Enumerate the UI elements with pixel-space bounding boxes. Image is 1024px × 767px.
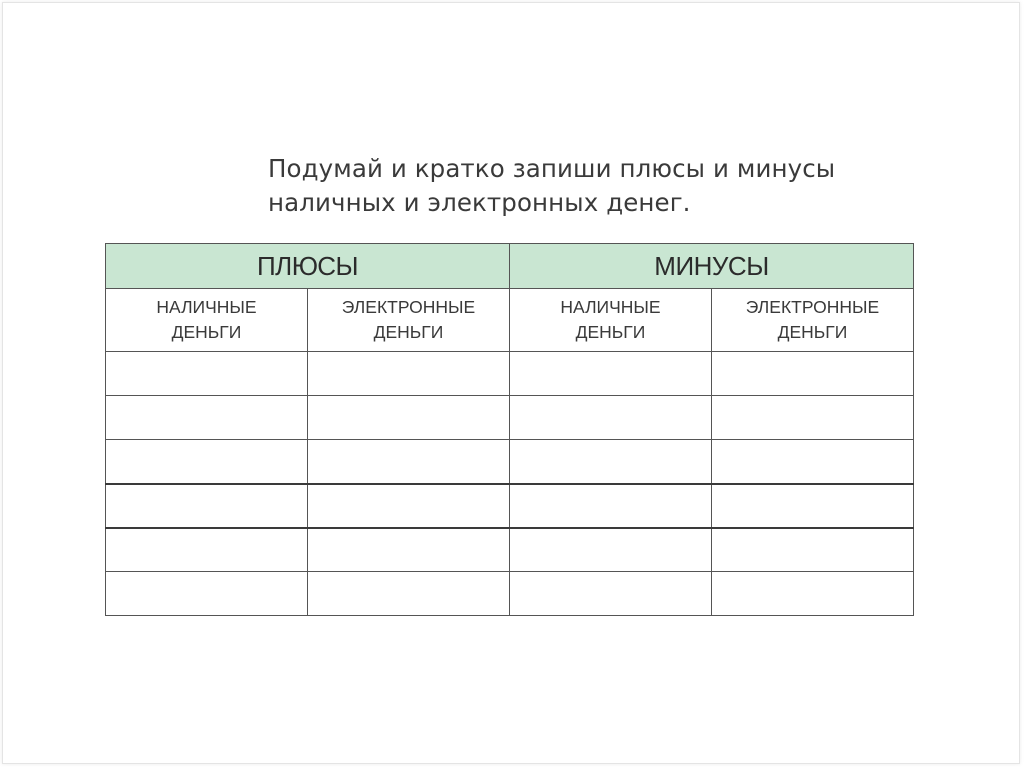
table-row <box>106 528 914 572</box>
answer-cell-cons-cash <box>510 396 712 440</box>
table-row <box>106 440 914 484</box>
answer-cell-pros-cash <box>106 484 308 528</box>
table-row <box>106 484 914 528</box>
instruction-line-2: наличных и электронных денег. <box>268 188 691 217</box>
header-cons: МИНУСЫ <box>510 244 914 289</box>
answer-cell-pros-electronic <box>308 396 510 440</box>
answer-cell-pros-electronic <box>308 528 510 572</box>
answer-cell-pros-electronic <box>308 572 510 616</box>
column-header-line: НАЛИЧНЫЕ <box>560 297 661 317</box>
column-header-line: ЭЛЕКТРОННЫЕ <box>745 297 880 317</box>
column-header-line: ДЕНЬГИ <box>575 322 646 342</box>
answer-cell-cons-cash <box>510 484 712 528</box>
group-header-row <box>106 244 914 289</box>
answer-cell-pros-cash <box>106 528 308 572</box>
column-header-row <box>106 289 914 352</box>
pros-cons-table <box>105 243 914 616</box>
answer-cell-pros-cash <box>106 396 308 440</box>
column-header-cons-electronic <box>712 289 914 352</box>
answer-cell-cons-electronic <box>712 572 914 616</box>
table-row <box>106 396 914 440</box>
answer-cell-cons-cash <box>510 440 712 484</box>
column-header-pros-cash <box>106 289 308 352</box>
table-row <box>106 572 914 616</box>
answer-cell-cons-electronic <box>712 528 914 572</box>
header-pros: ПЛЮСЫ <box>106 244 510 289</box>
answer-cell-cons-cash <box>510 528 712 572</box>
column-header-line: ДЕНЬГИ <box>373 322 444 342</box>
column-header-cons-cash <box>510 289 712 352</box>
answer-cell-pros-electronic <box>308 352 510 396</box>
task-instruction <box>268 152 868 220</box>
answer-cell-pros-cash <box>106 440 308 484</box>
column-header-line: ДЕНЬГИ <box>171 322 242 342</box>
answer-cell-cons-cash <box>510 572 712 616</box>
answer-cell-pros-electronic <box>308 484 510 528</box>
column-header-line: НАЛИЧНЫЕ <box>156 297 257 317</box>
column-header-pros-electronic <box>308 289 510 352</box>
answer-cell-cons-electronic <box>712 440 914 484</box>
column-header-line: ЭЛЕКТРОННЫЕ <box>341 297 476 317</box>
answer-cell-cons-electronic <box>712 396 914 440</box>
answer-cell-pros-electronic <box>308 440 510 484</box>
column-header-line: ДЕНЬГИ <box>777 322 848 342</box>
answer-cell-pros-cash <box>106 352 308 396</box>
answer-cell-cons-electronic <box>712 352 914 396</box>
answer-cell-pros-cash <box>106 572 308 616</box>
answer-cell-cons-cash <box>510 352 712 396</box>
answer-rows <box>106 352 914 616</box>
table-row <box>106 352 914 396</box>
instruction-line-1: Подумай и кратко запиши плюсы и минусы <box>268 154 836 183</box>
answer-cell-cons-electronic <box>712 484 914 528</box>
